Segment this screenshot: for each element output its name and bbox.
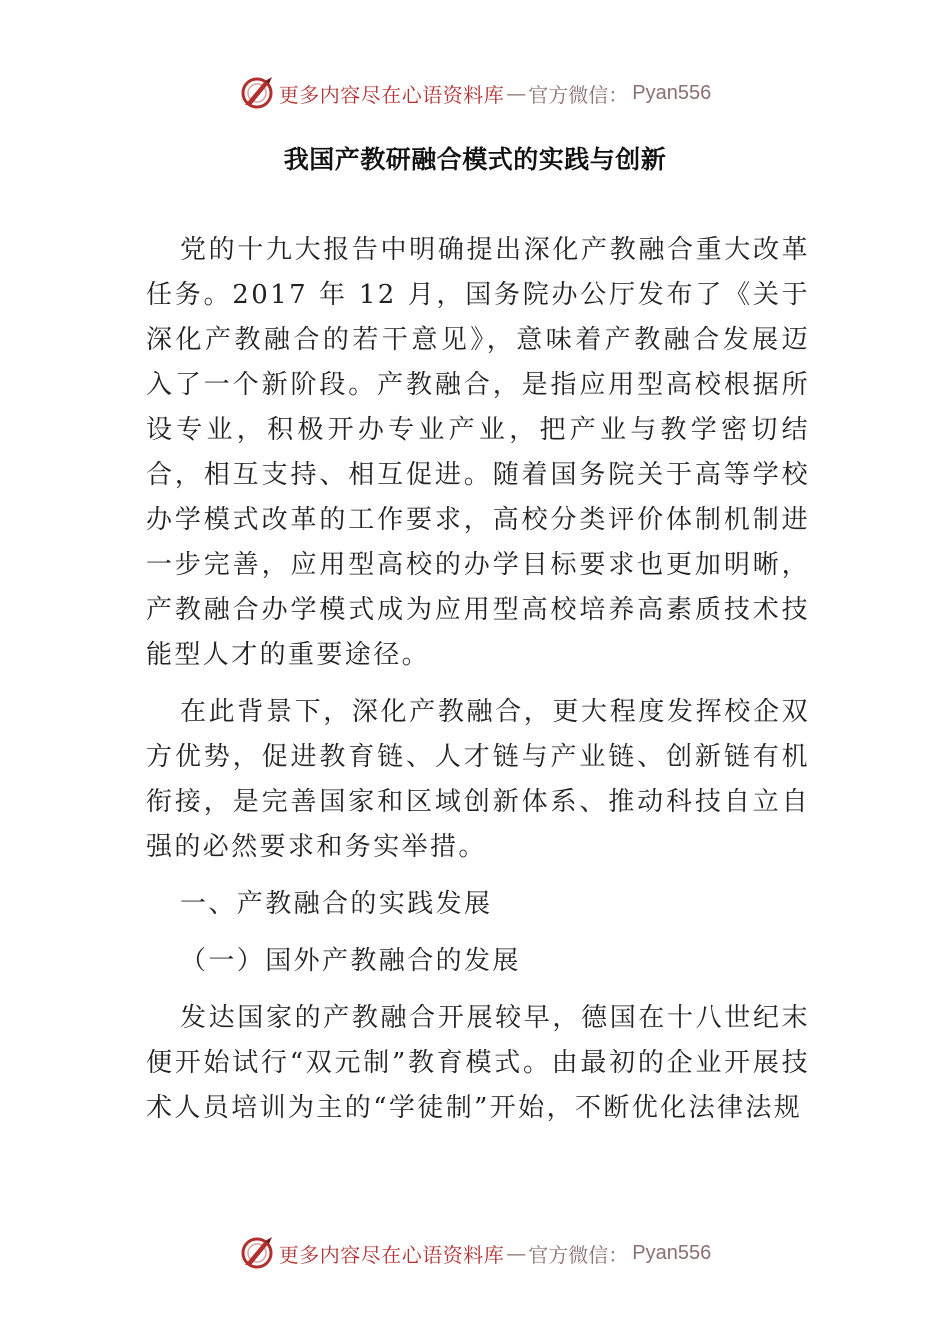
paragraph-3: 发达国家的产教融合开展较早，德国在十八世纪末便开始试行“双元制”教育模式。由最初的企业开展技术人员培训为主的“学徒制”开始，不断优化法律法规 bbox=[146, 1003, 810, 1123]
header-wechat-label: 官方微信： bbox=[528, 82, 629, 107]
footer-wechat-label: 官方微信： bbox=[528, 1242, 629, 1267]
document-title: 我国产教研融合模式的实践与创新 bbox=[283, 145, 667, 174]
quill-logo-icon bbox=[239, 1235, 275, 1271]
header-wechat-id: Pyan556 bbox=[632, 81, 712, 104]
document-body bbox=[146, 228, 810, 1143]
footer-banner bbox=[0, 1233, 950, 1273]
subsection-heading: （一）国外产教融合的发展 bbox=[180, 946, 521, 976]
footer-separator: — bbox=[506, 1241, 527, 1265]
paragraph-2: 在此背景下，深化产教融合，更大程度发挥校企双方优势，促进教育链、人才链与产业链、创新链有机衔接，是完善国家和区域创新体系、推动科技自立自强的必然要求和务实举措。 bbox=[146, 697, 810, 862]
header-brand-text: 更多内容尽在心语资料库 bbox=[278, 82, 505, 107]
footer-wechat-id: Pyan556 bbox=[632, 1241, 712, 1264]
header-banner bbox=[0, 73, 950, 113]
footer-brand-text: 更多内容尽在心语资料库 bbox=[278, 1242, 505, 1267]
header-separator: — bbox=[506, 81, 527, 105]
section-heading: 一、产教融合的实践发展 bbox=[180, 889, 493, 919]
quill-logo-icon bbox=[239, 75, 275, 111]
paragraph-1: 党的十九大报告中明确提出深化产教融合重大改革任务。2017 年 12 月，国务院办公厅发布了《关于深化产教融合的若干意见》，意味着产教融合发展迈入了一个新阶段。产教融合，是指应用型高校根据所设专业，积极开办专业产业，把产业与教学密切结合，相互支持、相互促进。随着国务院关于高等学校办学模式改革的工作要求，高校分类评价体制机制进一步完善，应用型高校的办学目标要求也更加明晰，产教融合办学模式成为应用型高校培养高素质技术技能型人才的重要途径。 bbox=[146, 235, 810, 670]
